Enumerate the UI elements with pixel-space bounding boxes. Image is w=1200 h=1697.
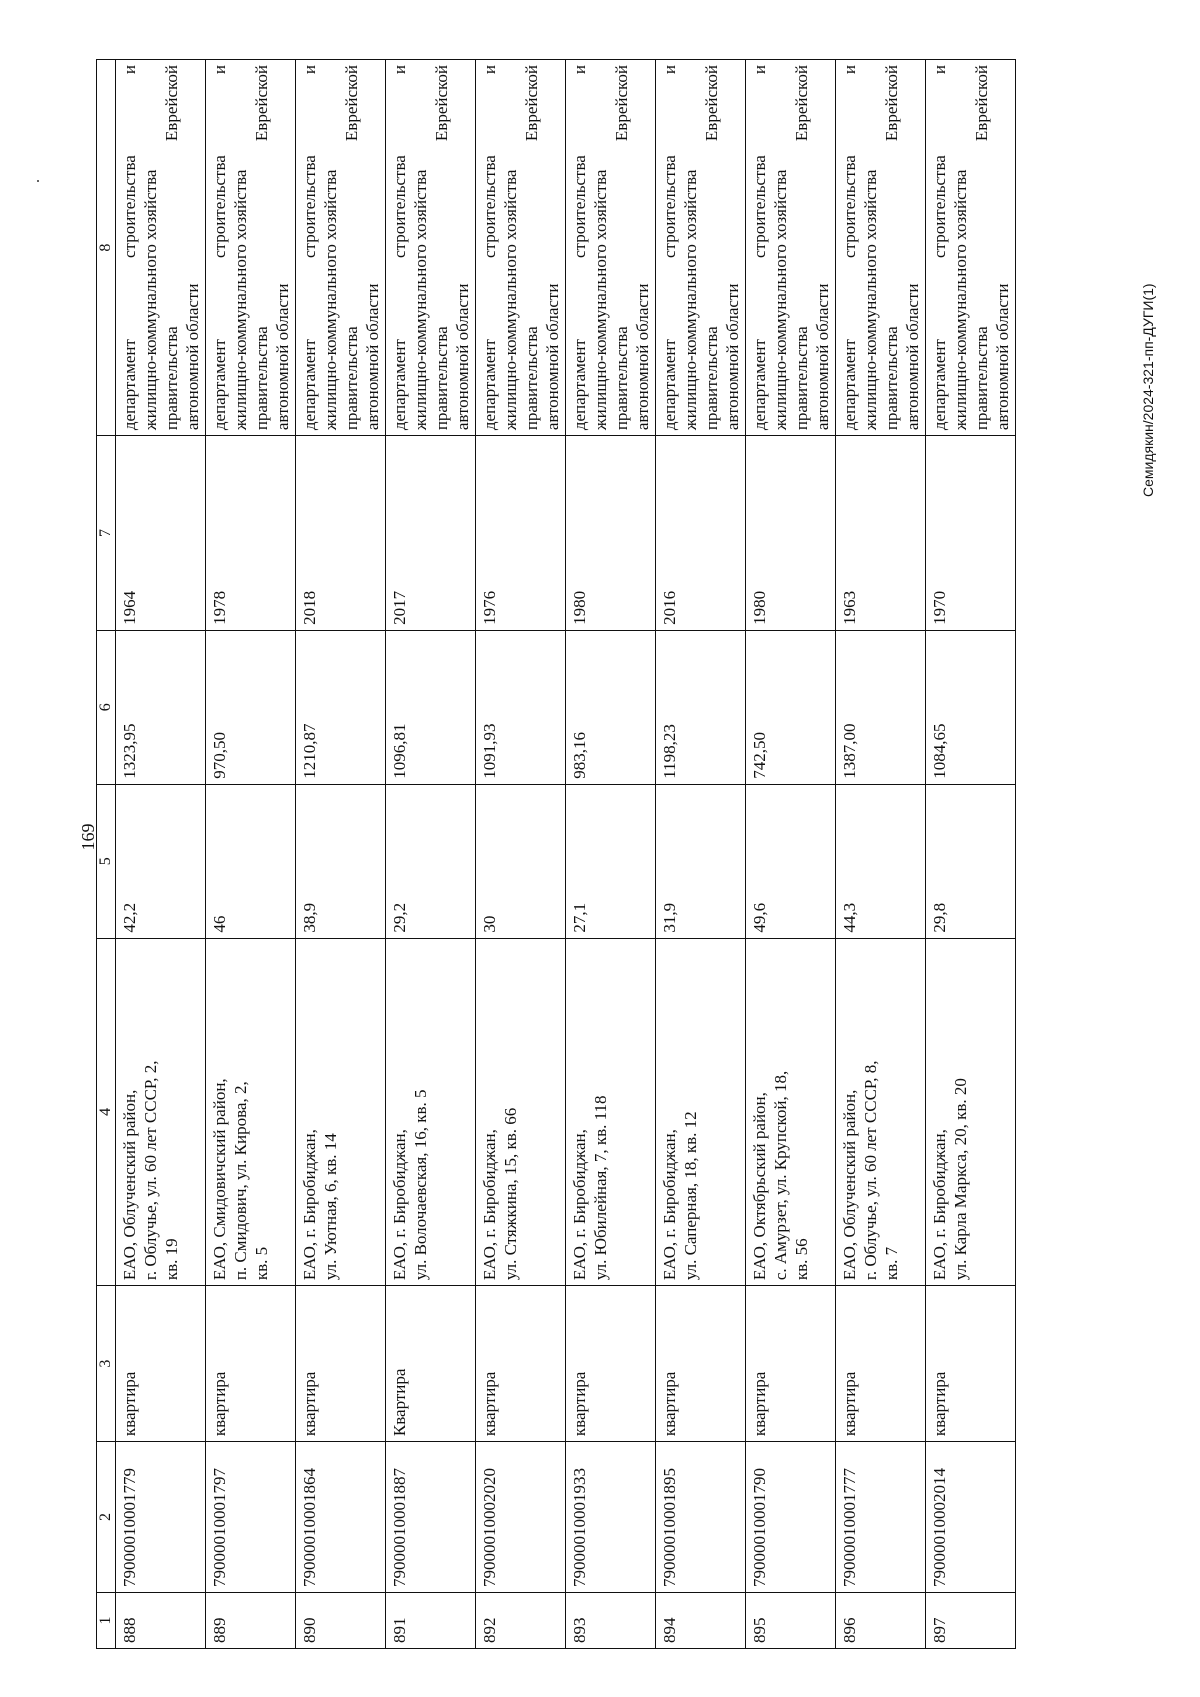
department-cell [566, 60, 656, 436]
row-number: 896 [836, 1592, 926, 1648]
year: 1970 [926, 436, 1016, 631]
address-line-1: ЕАО, Облученский район, [120, 1089, 139, 1281]
col-header-1: 1 [97, 1592, 116, 1648]
jewish-word: Еврейской [252, 65, 271, 142]
jewish-word: Еврейской [432, 65, 451, 142]
department-line-2: жилищно-коммунального хозяйства [321, 169, 340, 431]
address-cell [746, 938, 836, 1286]
department-line-2: жилищно-коммунального хозяйства [591, 169, 610, 431]
jewish-word: Еврейской [342, 65, 361, 142]
department-word: департамент [210, 339, 229, 431]
table-row [836, 60, 926, 1649]
department-line-1 [929, 65, 950, 430]
department-line-3 [521, 65, 542, 430]
jewish-word: Еврейской [612, 65, 631, 142]
address-line-2: г. Облучье, ул. 60 лет СССР, 2, [141, 1060, 160, 1281]
address-cell [116, 938, 206, 1286]
department-line-3 [791, 65, 812, 430]
department-cell [116, 60, 206, 436]
scan-speck [37, 180, 39, 182]
row-number: 895 [746, 1592, 836, 1648]
department-line-2: жилищно-коммунального хозяйства [771, 169, 790, 431]
object-type: квартира [116, 1286, 206, 1442]
construction-word: строительства [660, 155, 679, 258]
jewish-word: Еврейской [792, 65, 811, 142]
address-cell [476, 938, 566, 1286]
construction-word: строительства [210, 155, 229, 258]
year: 1963 [836, 436, 926, 631]
address-cell [926, 938, 1016, 1286]
jewish-word: Еврейской [162, 65, 181, 142]
construction-word: строительства [930, 155, 949, 258]
department-cell [926, 60, 1016, 436]
department-word: департамент [750, 339, 769, 431]
and-word: и [300, 65, 319, 75]
construction-word: строительства [480, 155, 499, 258]
government-word: правительства [792, 326, 811, 431]
year: 1980 [566, 436, 656, 631]
department-line-1 [209, 65, 230, 430]
table-row [566, 60, 656, 1649]
address-cell [296, 938, 386, 1286]
address-line-1: ЕАО, Смидовичский район, [210, 1078, 229, 1281]
department-cell [476, 60, 566, 436]
address-line-1: ЕАО, г. Биробиджан, [570, 1129, 589, 1281]
department-cell [296, 60, 386, 436]
department-line-4: автономной области [903, 283, 922, 431]
area: 46 [206, 784, 296, 938]
department-word: департамент [570, 339, 589, 431]
value: 1323,95 [116, 630, 206, 784]
department-line-2: жилищно-коммунального хозяйства [861, 169, 880, 431]
row-number: 891 [386, 1592, 476, 1648]
address-cell [836, 938, 926, 1286]
address-line-1: ЕАО, г. Биробиджан, [390, 1129, 409, 1281]
department-line-4: автономной области [363, 283, 382, 431]
department-cell [746, 60, 836, 436]
department-cell [206, 60, 296, 436]
row-number: 894 [656, 1592, 746, 1648]
department-line-4: автономной области [273, 283, 292, 431]
cadastral-number: 79000010001933 [566, 1442, 656, 1593]
column-number-row [97, 60, 116, 1649]
value: 1091,93 [476, 630, 566, 784]
and-word: и [480, 65, 499, 75]
and-word: и [930, 65, 949, 75]
year: 2017 [386, 436, 476, 631]
row-number: 893 [566, 1592, 656, 1648]
address-line-2: ул. Стяжкина, 15, кв. 66 [501, 1107, 520, 1281]
cadastral-number: 79000010002020 [476, 1442, 566, 1593]
construction-word: строительства [120, 155, 139, 258]
and-word: и [570, 65, 589, 75]
object-type: квартира [476, 1286, 566, 1442]
department-line-1 [299, 65, 320, 430]
cadastral-number: 79000010001797 [206, 1442, 296, 1593]
department-line-4: автономной области [453, 283, 472, 431]
construction-word: строительства [750, 155, 769, 258]
area: 29,8 [926, 784, 1016, 938]
address-line-1: ЕАО, г. Биробиджан, [930, 1129, 949, 1281]
area: 44,3 [836, 784, 926, 938]
address-line-3: кв. 56 [792, 1238, 811, 1281]
government-word: правительства [522, 326, 541, 431]
row-number: 892 [476, 1592, 566, 1648]
object-type: квартира [836, 1286, 926, 1442]
year: 1978 [206, 436, 296, 631]
and-word: и [210, 65, 229, 75]
department-word: департамент [120, 339, 139, 431]
department-line-3 [161, 65, 182, 430]
year: 1976 [476, 436, 566, 631]
jewish-word: Еврейской [882, 65, 901, 142]
address-line-1: ЕАО, Облученский район, [840, 1089, 859, 1281]
department-line-2: жилищно-коммунального хозяйства [951, 169, 970, 431]
area: 30 [476, 784, 566, 938]
department-line-3 [431, 65, 452, 430]
government-word: правительства [432, 326, 451, 431]
government-word: правительства [162, 326, 181, 431]
cadastral-number: 79000010001864 [296, 1442, 386, 1593]
col-header-5: 5 [97, 784, 116, 938]
value: 983,16 [566, 630, 656, 784]
value: 1387,00 [836, 630, 926, 784]
address-line-2: ул. Юбилейная, 7, кв. 118 [591, 1095, 610, 1281]
year: 1980 [746, 436, 836, 631]
address-line-1: ЕАО, Октябрьский район, [750, 1092, 769, 1281]
col-header-4: 4 [97, 938, 116, 1286]
cadastral-number: 79000010001887 [386, 1442, 476, 1593]
address-line-2: ул. Карла Маркса, 20, кв. 20 [951, 1078, 970, 1281]
and-word: и [120, 65, 139, 75]
department-cell [386, 60, 476, 436]
department-line-1 [749, 65, 770, 430]
area: 38,9 [296, 784, 386, 938]
year: 1964 [116, 436, 206, 631]
table-row [386, 60, 476, 1649]
value: 742,50 [746, 630, 836, 784]
row-number: 897 [926, 1592, 1016, 1648]
area: 29,2 [386, 784, 476, 938]
department-word: департамент [930, 339, 949, 431]
government-word: правительства [882, 326, 901, 431]
and-word: и [390, 65, 409, 75]
area: 49,6 [746, 784, 836, 938]
address-line-1: ЕАО, г. Биробиджан, [480, 1129, 499, 1281]
property-register-table [96, 59, 1016, 1649]
department-line-4: автономной области [993, 283, 1012, 431]
cadastral-number: 79000010002014 [926, 1442, 1016, 1593]
address-line-2: ул. Волочаевская, 16, кв. 5 [411, 1089, 430, 1281]
table-row [206, 60, 296, 1649]
document-id: Семидякин/2024-321-пп-ДУГИ(1) [1140, 283, 1156, 497]
department-line-4: автономной области [723, 283, 742, 431]
address-line-1: ЕАО, г. Биробиджан, [300, 1129, 319, 1281]
department-line-2: жилищно-коммунального хозяйства [681, 169, 700, 431]
table-row [746, 60, 836, 1649]
address-line-2: ул. Уютная, 6, кв. 14 [321, 1133, 340, 1281]
area: 27,1 [566, 784, 656, 938]
object-type: Квартира [386, 1286, 476, 1442]
cadastral-number: 79000010001895 [656, 1442, 746, 1593]
col-header-2: 2 [97, 1442, 116, 1593]
department-line-3 [251, 65, 272, 430]
and-word: и [750, 65, 769, 75]
table-row [926, 60, 1016, 1649]
address-line-2: с. Амурзет, ул. Крупской, 18, [771, 1070, 790, 1281]
col-header-3: 3 [97, 1286, 116, 1442]
government-word: правительства [342, 326, 361, 431]
department-line-3 [881, 65, 902, 430]
jewish-word: Еврейской [522, 65, 541, 142]
cadastral-number: 79000010001790 [746, 1442, 836, 1593]
row-number: 888 [116, 1592, 206, 1648]
col-header-7: 7 [97, 436, 116, 631]
year: 2016 [656, 436, 746, 631]
object-type: квартира [206, 1286, 296, 1442]
department-line-2: жилищно-коммунального хозяйства [231, 169, 250, 431]
department-word: департамент [840, 339, 859, 431]
address-cell [566, 938, 656, 1286]
object-type: квартира [296, 1286, 386, 1442]
construction-word: строительства [390, 155, 409, 258]
department-line-3 [611, 65, 632, 430]
address-line-2: п. Смидович, ул. Кирова, 2, [231, 1081, 250, 1281]
value: 1210,87 [296, 630, 386, 784]
department-line-1 [659, 65, 680, 430]
object-type: квартира [926, 1286, 1016, 1442]
department-cell [836, 60, 926, 436]
col-header-8: 8 [97, 60, 116, 436]
address-line-3: кв. 7 [882, 1246, 901, 1281]
table-row [296, 60, 386, 1649]
construction-word: строительства [570, 155, 589, 258]
col-header-6: 6 [97, 630, 116, 784]
table-row [116, 60, 206, 1649]
department-line-2: жилищно-коммунального хозяйства [141, 169, 160, 431]
department-line-1 [839, 65, 860, 430]
and-word: и [840, 65, 859, 75]
value: 970,50 [206, 630, 296, 784]
department-line-4: автономной области [813, 283, 832, 431]
year: 2018 [296, 436, 386, 631]
table-row [656, 60, 746, 1649]
address-line-2: ул. Саперная, 18, кв. 12 [681, 1111, 700, 1281]
department-line-1 [389, 65, 410, 430]
address-cell [386, 938, 476, 1286]
jewish-word: Еврейской [972, 65, 991, 142]
government-word: правительства [252, 326, 271, 431]
department-line-2: жилищно-коммунального хозяйства [501, 169, 520, 431]
row-number: 890 [296, 1592, 386, 1648]
address-line-1: ЕАО, г. Биробиджан, [660, 1129, 679, 1281]
department-word: департамент [480, 339, 499, 431]
cadastral-number: 79000010001779 [116, 1442, 206, 1593]
department-word: департамент [390, 339, 409, 431]
department-word: департамент [660, 339, 679, 431]
object-type: квартира [566, 1286, 656, 1442]
address-line-3: кв. 19 [162, 1238, 181, 1281]
address-line-2: г. Облучье, ул. 60 лет СССР, 8, [861, 1060, 880, 1281]
department-cell [656, 60, 746, 436]
area: 42,2 [116, 784, 206, 938]
cadastral-number: 79000010001777 [836, 1442, 926, 1593]
department-line-2: жилищно-коммунального хозяйства [411, 169, 430, 431]
address-line-3: кв. 5 [252, 1246, 271, 1281]
government-word: правительства [702, 326, 721, 431]
construction-word: строительства [840, 155, 859, 258]
area: 31,9 [656, 784, 746, 938]
department-line-4: автономной области [183, 283, 202, 431]
table-row [476, 60, 566, 1649]
department-line-3 [971, 65, 992, 430]
department-line-4: автономной области [543, 283, 562, 431]
object-type: квартира [746, 1286, 836, 1442]
object-type: квартира [656, 1286, 746, 1442]
construction-word: строительства [300, 155, 319, 258]
page-number: 169 [78, 823, 98, 851]
value: 1198,23 [656, 630, 746, 784]
department-line-1 [569, 65, 590, 430]
value: 1084,65 [926, 630, 1016, 784]
department-line-3 [701, 65, 722, 430]
and-word: и [660, 65, 679, 75]
address-cell [656, 938, 746, 1286]
table-body [116, 60, 1016, 1649]
department-line-1 [479, 65, 500, 430]
value: 1096,81 [386, 630, 476, 784]
department-line-3 [341, 65, 362, 430]
government-word: правительства [612, 326, 631, 431]
jewish-word: Еврейской [702, 65, 721, 142]
department-line-1 [119, 65, 140, 430]
row-number: 889 [206, 1592, 296, 1648]
department-word: департамент [300, 339, 319, 431]
address-cell [206, 938, 296, 1286]
government-word: правительства [972, 326, 991, 431]
department-line-4: автономной области [633, 283, 652, 431]
